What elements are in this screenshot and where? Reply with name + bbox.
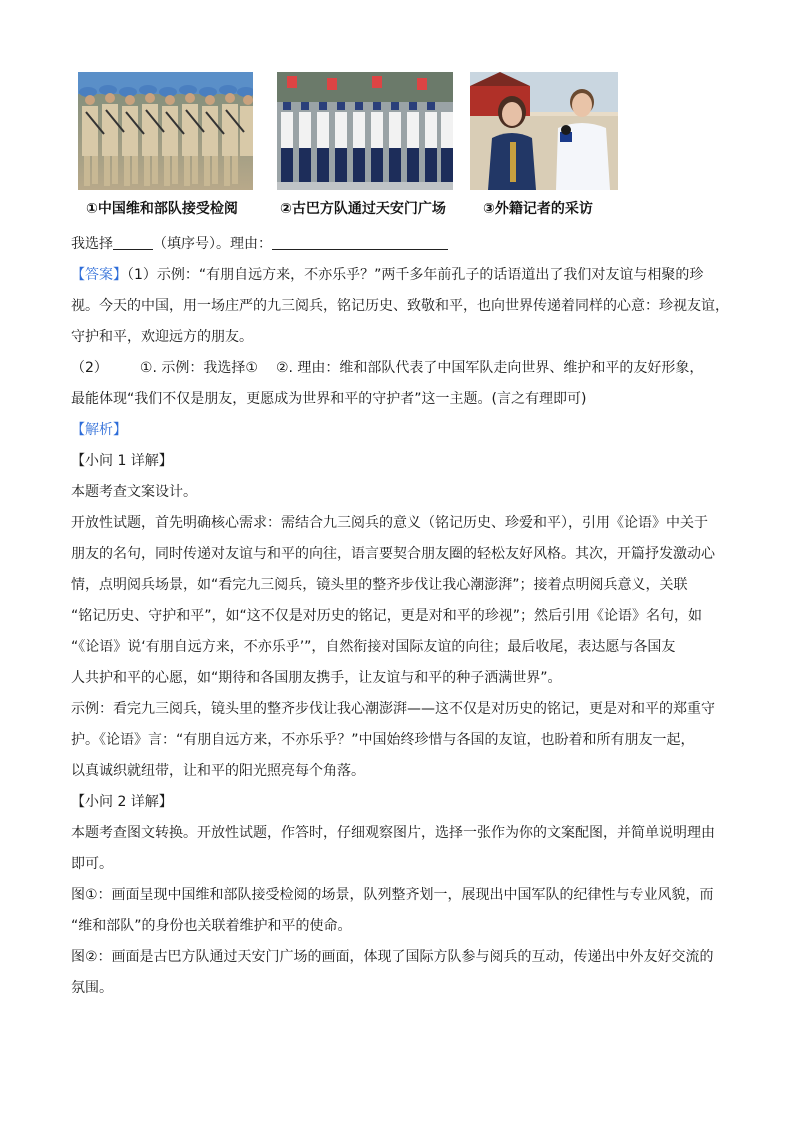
answer-line-3: 守护和平，欢迎远方的朋友。 — [71, 329, 253, 345]
sub1-title: 【小问 1 详解】 — [71, 453, 173, 469]
sub1-line: 本题考查文案设计。 — [71, 484, 197, 500]
sub1-line: 开放性试题，首先明确核心需求：需结合九三阅兵的意义（铭记历史、珍爱和平），引用《论语》中关于 — [71, 515, 708, 531]
answer-line-2: 视。今天的中国，用一场庄严的九三阅兵，铭记历史、致敬和平，也向世界传递着同样的心意：珍视友谊， — [71, 298, 729, 314]
sub1-line: 护。《论语》言：“有朋自远方来，不亦乐乎？”中国始终珍惜与各国的友谊，也盼着和所有朋友一起， — [71, 732, 695, 748]
answer-text: （1）示例：“有朋自远方来，不亦乐乎？”两千多年前孔子的话语道出了我们对友谊与相聚的珍 — [127, 267, 704, 283]
parade-photo-icon — [277, 72, 453, 190]
interview-photo-icon — [470, 72, 618, 190]
sub1-line: “铭记历史、守护和平”，如“这不仅是对历史的铭记，更是对和平的珍视”；然后引用《论语》名句，如 — [71, 608, 703, 624]
sub1-line: 示例：看完九三阅兵，镜头里的整齐步伐让我心潮澎湃——这不仅是对历史的铭记，更是对和平的郑重守 — [71, 701, 715, 717]
figure-row — [76, 72, 636, 222]
analysis-tag: 【解析】 — [71, 422, 127, 438]
sub2-line: 本题考查图文转换。开放性试题，作答时，仔细观察图片，选择一张作为你的文案配图，并简单说明理由 — [71, 825, 715, 841]
figure-caption: ②古巴方队通过天安门广场 — [280, 201, 446, 217]
figure-caption: ③外籍记者的采访 — [483, 201, 593, 217]
fill-mid: （填序号）。理由： — [153, 236, 272, 252]
sub2-line: “维和部队”的身份也关联着维护和平的使命。 — [71, 918, 352, 934]
sub1-line: 朋友的名句，同时传递对友谊与和平的向往，语言要契合朋友圈的轻松友好风格。其次，开篇抒发激动心 — [71, 546, 715, 562]
answer-blank[interactable] — [113, 235, 153, 250]
sub1-line: 以真诚织就纽带，让和平的阳光照亮每个角落。 — [71, 763, 365, 779]
sub2-line: 图①：画面呈现中国维和部队接受检阅的场景，队列整齐划一，展现出中国军队的纪律性与专业风貌，而 — [71, 887, 714, 903]
figure-caption: ①中国维和部队接受检阅 — [86, 201, 238, 217]
sub2-title: 【小问 2 详解】 — [71, 794, 173, 810]
sub1-line: “《论语》说‘有朋自远方来，不亦乐乎’”，自然衔接对国际友谊的向往；最后收尾，表达愿与各国友 — [71, 639, 676, 655]
answer-q2-line — [71, 358, 703, 378]
answer-tag: 【答案】 — [71, 267, 127, 283]
sub2-line: 即可。 — [71, 856, 113, 872]
fill-in-line — [71, 234, 448, 254]
soldiers-photo-icon — [78, 72, 253, 190]
answer-q2-line-2: 最能体现“我们不仅是朋友，更愿成为世界和平的守护者”这一主题。(言之有理即可) — [71, 391, 587, 407]
sub2-line: 图②：画面是古巴方队通过天安门广场的画面，体现了国际方队参与阅兵的互动，传递出中外友好交流的 — [71, 949, 714, 965]
q2-choice: ①. 示例：我选择① — [139, 360, 258, 376]
sub2-line: 氛围。 — [71, 980, 113, 996]
q2-number: （2） — [71, 360, 108, 376]
fill-prefix: 我选择 — [71, 236, 113, 252]
answer-line-1 — [71, 265, 703, 285]
q2-reason: ②. 理由：维和部队代表了中国军队走向世界、维护和平的友好形象， — [275, 360, 704, 376]
sub1-line: 人共护和平的心愿，如“期待和各国朋友携手，让友谊与和平的种子洒满世界”。 — [71, 670, 562, 686]
reason-blank[interactable] — [272, 235, 448, 250]
sub1-line: 情，点明阅兵场景，如“看完九三阅兵，镜头里的整齐步伐让我心潮澎湃”；接着点明阅兵意义，关联 — [71, 577, 688, 593]
